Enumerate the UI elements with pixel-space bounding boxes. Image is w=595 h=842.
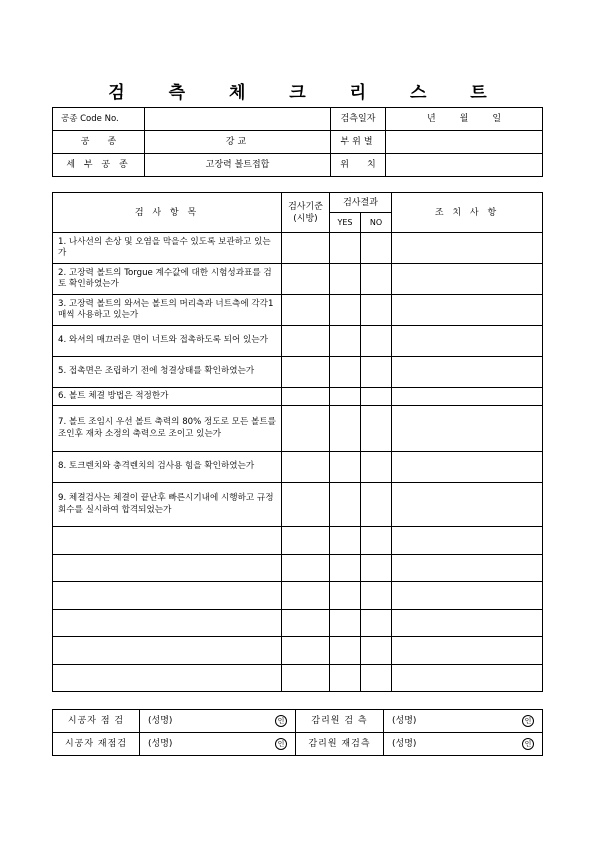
- standard-cell[interactable]: [282, 609, 330, 637]
- checklist-item-text: 8. 토크렌치와 충격렌치의 검사용 힘을 확인하였는가: [53, 452, 282, 483]
- no-checkbox-cell[interactable]: [361, 664, 392, 692]
- action-cell[interactable]: [392, 233, 543, 264]
- checklist-header-row: [53, 193, 543, 213]
- yes-checkbox-cell[interactable]: [330, 295, 361, 326]
- checklist-row: [53, 357, 543, 388]
- no-checkbox-cell[interactable]: [361, 264, 392, 295]
- seal-icon: 인: [522, 738, 534, 750]
- yes-checkbox-cell[interactable]: [330, 264, 361, 295]
- checklist-row: [53, 264, 543, 295]
- no-checkbox-cell[interactable]: [361, 357, 392, 388]
- checklist-item-text: 9. 체결검사는 체결이 끝난후 빠른시기내에 시행하고 규정 회수를 실시하여 합격되었는가: [53, 483, 282, 527]
- header-row-code: [53, 108, 543, 131]
- date-label: 검측일자: [331, 108, 386, 131]
- sub-work-value[interactable]: 고장력 볼트접합: [145, 154, 331, 177]
- no-checkbox-cell[interactable]: [361, 295, 392, 326]
- location-value-field[interactable]: [386, 154, 543, 177]
- contractor-recheck-signature[interactable]: [140, 733, 296, 756]
- name-label: (성명): [148, 716, 173, 726]
- no-checkbox-cell[interactable]: [361, 388, 392, 406]
- code-value-field[interactable]: [145, 108, 331, 131]
- header-row-sub-work: [53, 154, 543, 177]
- contractor-check-label: 시공자 점 검: [53, 710, 140, 733]
- header-table: [52, 107, 543, 177]
- item-cell[interactable]: [53, 554, 282, 582]
- item-cell[interactable]: [53, 609, 282, 637]
- checklist-item-text: 3. 고장력 볼트의 와셔는 볼트의 머리측과 너트측에 각각1매씩 사용하고 있는가: [53, 295, 282, 326]
- part-label: 부위별: [331, 131, 386, 154]
- checklist-item-text: 6. 볼트 체결 방법은 적정한가: [53, 388, 282, 406]
- checklist-row: [53, 406, 543, 452]
- checklist-empty-row: [53, 664, 543, 692]
- checklist-row: [53, 326, 543, 357]
- no-checkbox-cell[interactable]: [361, 406, 392, 452]
- standard-cell[interactable]: [282, 582, 330, 610]
- checklist-empty-row: [53, 609, 543, 637]
- action-cell[interactable]: [392, 406, 543, 452]
- yes-checkbox-cell[interactable]: [330, 233, 361, 264]
- name-label: (성명): [148, 739, 173, 749]
- no-checkbox-cell[interactable]: [361, 527, 392, 555]
- part-value-field[interactable]: [386, 131, 543, 154]
- yes-checkbox-cell[interactable]: [330, 357, 361, 388]
- no-checkbox-cell[interactable]: [361, 483, 392, 527]
- action-cell[interactable]: [392, 554, 543, 582]
- standard-cell[interactable]: [282, 295, 330, 326]
- action-cell[interactable]: [392, 326, 543, 357]
- col-header-standard: 검사기준 (시방): [282, 193, 330, 233]
- checklist-row: [53, 483, 543, 527]
- standard-cell[interactable]: [282, 357, 330, 388]
- yes-checkbox-cell[interactable]: [330, 554, 361, 582]
- col-header-result: 검사결과: [330, 193, 392, 213]
- no-checkbox-cell[interactable]: [361, 452, 392, 483]
- yes-checkbox-cell[interactable]: [330, 406, 361, 452]
- checklist-table: [52, 192, 543, 692]
- action-cell[interactable]: [392, 357, 543, 388]
- action-cell[interactable]: [392, 388, 543, 406]
- yes-checkbox-cell[interactable]: [330, 452, 361, 483]
- no-checkbox-cell[interactable]: [361, 637, 392, 665]
- supervisor-check-signature[interactable]: [384, 710, 543, 733]
- no-checkbox-cell[interactable]: [361, 582, 392, 610]
- header-row-work-type: [53, 131, 543, 154]
- action-cell[interactable]: [392, 637, 543, 665]
- standard-cell[interactable]: [282, 452, 330, 483]
- signature-row-recheck: [53, 733, 543, 756]
- code-label: 공종 Code No.: [53, 108, 145, 131]
- checklist-row: [53, 295, 543, 326]
- no-checkbox-cell[interactable]: [361, 326, 392, 357]
- no-checkbox-cell[interactable]: [361, 609, 392, 637]
- item-cell[interactable]: [53, 527, 282, 555]
- standard-cell[interactable]: [282, 664, 330, 692]
- checklist-row: [53, 388, 543, 406]
- standard-cell[interactable]: [282, 406, 330, 452]
- standard-cell[interactable]: [282, 637, 330, 665]
- date-month: 월: [459, 114, 469, 124]
- yes-checkbox-cell[interactable]: [330, 582, 361, 610]
- col-header-action: 조 치 사 항: [392, 193, 543, 233]
- checklist-row: [53, 233, 543, 264]
- item-cell[interactable]: [53, 582, 282, 610]
- action-cell[interactable]: [392, 483, 543, 527]
- yes-checkbox-cell[interactable]: [330, 483, 361, 527]
- col-header-items: 검 사 항 목: [53, 193, 282, 233]
- action-cell[interactable]: [392, 452, 543, 483]
- checklist-item-text: 5. 접촉면은 조립하기 전에 청결상태를 확인하였는가: [53, 357, 282, 388]
- signature-row-check: [53, 710, 543, 733]
- checklist-item-text: 4. 와셔의 매끄러운 면이 너트와 접촉하도록 되어 있는가: [53, 326, 282, 357]
- standard-cell[interactable]: [282, 264, 330, 295]
- document-title: 검 측 체 크 리 스 트: [108, 83, 506, 103]
- standard-cell[interactable]: [282, 326, 330, 357]
- action-cell[interactable]: [392, 609, 543, 637]
- supervisor-recheck-label: 감리원 재검측: [296, 733, 384, 756]
- standard-cell[interactable]: [282, 233, 330, 264]
- date-year: 년: [426, 114, 436, 124]
- seal-icon: 인: [522, 715, 534, 727]
- checklist-empty-row: [53, 637, 543, 665]
- name-label: (성명): [392, 716, 417, 726]
- date-day: 일: [492, 114, 502, 124]
- yes-checkbox-cell[interactable]: [330, 664, 361, 692]
- seal-icon: 인: [275, 738, 287, 750]
- checklist-item-text: 1. 나사선의 손상 및 오염을 막을수 있도록 보관하고 있는가: [53, 233, 282, 264]
- checklist-empty-row: [53, 527, 543, 555]
- action-cell[interactable]: [392, 295, 543, 326]
- signature-table: [52, 709, 543, 756]
- yes-checkbox-cell[interactable]: [330, 527, 361, 555]
- seal-icon: 인: [275, 715, 287, 727]
- sub-work-label: 세 부 공 종: [53, 154, 145, 177]
- col-header-no: NO: [361, 213, 392, 233]
- supervisor-recheck-signature[interactable]: [384, 733, 543, 756]
- date-field[interactable]: [386, 108, 543, 131]
- standard-cell[interactable]: [282, 388, 330, 406]
- action-cell[interactable]: [392, 582, 543, 610]
- supervisor-check-label: 감리원 검 측: [296, 710, 384, 733]
- yes-checkbox-cell[interactable]: [330, 637, 361, 665]
- item-cell[interactable]: [53, 664, 282, 692]
- checklist-empty-row: [53, 582, 543, 610]
- col-header-yes: YES: [330, 213, 361, 233]
- action-cell[interactable]: [392, 264, 543, 295]
- checklist-item-text: 2. 고장력 볼트의 Torgue 계수값에 대한 시험성과표를 검토 확인하였는가: [53, 264, 282, 295]
- no-checkbox-cell[interactable]: [361, 554, 392, 582]
- checklist-item-text: 7. 볼트 조임시 우선 볼트 축력의 80% 정도로 모든 볼트를 조인후 재차 소정의 축력으로 조이고 있는가: [53, 406, 282, 452]
- action-cell[interactable]: [392, 527, 543, 555]
- work-type-value[interactable]: 강교: [145, 131, 331, 154]
- standard-cell[interactable]: [282, 483, 330, 527]
- yes-checkbox-cell[interactable]: [330, 388, 361, 406]
- contractor-check-signature[interactable]: [140, 710, 296, 733]
- contractor-recheck-label: 시공자 재점검: [53, 733, 140, 756]
- yes-checkbox-cell[interactable]: [330, 609, 361, 637]
- standard-cell[interactable]: [282, 554, 330, 582]
- location-label: 위 치: [331, 154, 386, 177]
- action-cell[interactable]: [392, 664, 543, 692]
- name-label: (성명): [392, 739, 417, 749]
- work-type-label: 공 종: [53, 131, 145, 154]
- item-cell[interactable]: [53, 637, 282, 665]
- yes-checkbox-cell[interactable]: [330, 326, 361, 357]
- checklist-row: [53, 452, 543, 483]
- standard-cell[interactable]: [282, 527, 330, 555]
- checklist-empty-row: [53, 554, 543, 582]
- no-checkbox-cell[interactable]: [361, 233, 392, 264]
